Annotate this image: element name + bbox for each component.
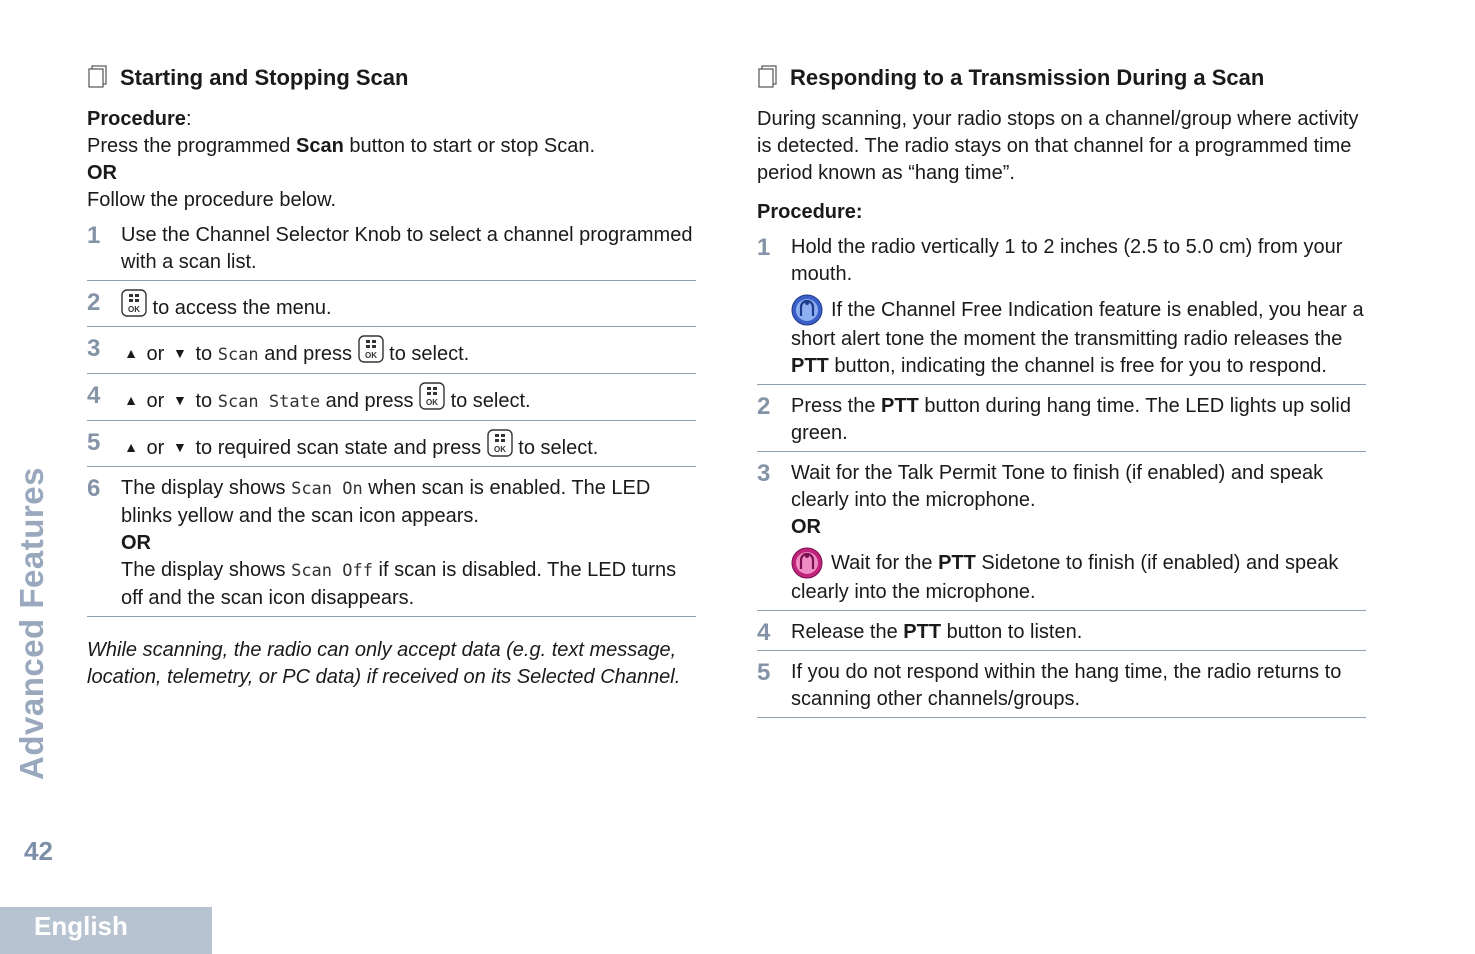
section-side-title: Advanced Features [13,467,50,780]
language-tab: English [0,907,212,954]
step-number: 6 [87,475,101,502]
step-2 [87,281,696,327]
display-text: Scan [217,345,259,365]
left-or: OR [87,162,117,184]
step-1: 1 Hold the radio vertically 1 to 2 inches (2.5 to 5.0 cm) from your mouth. If the Channel Free Indication feature is enabled, you hear a short alert tone the moment the transmitting radio releases the PTT button, indicating the channel is free for you to respond. [757,226,1366,385]
down-arrow-icon: ▼ [172,345,187,361]
step-number: 1 [757,234,771,261]
step-3: 3 ▲ or ▼ to Scan and press OK to select. [87,327,696,374]
right-heading [757,62,1366,92]
display-text: Scan State [217,392,321,412]
step-text: Use the Channel Selector Knob to select a channel programmed with a scan list. [121,224,693,273]
right-intro: During scanning, your radio stops on a channel/group where activity is detected. The radio stays on that channel for a programmed time period known as “hang time”. [757,108,1359,184]
left-follow: Follow the procedure below. [87,189,337,211]
or-label: OR [121,532,151,554]
step-number: 5 [87,429,101,456]
step-1 [87,214,696,281]
step-6: 6 The display shows Scan On when scan is enabled. The LED blinks yellow and the scan icon appears. OR The display shows Scan Off if scan is disabled. The LED turns off and the scan icon disappears. [87,467,696,617]
left-column [87,62,696,691]
right-title: Responding to a Transmission During a Scan [790,64,1265,90]
step-number: 2 [757,393,771,420]
svg-text:OK: OK [493,445,506,454]
step-4: 4 Release the PTT button to listen. [757,611,1366,651]
ok-menu-button-icon [121,289,147,317]
display-text: Scan Off [291,561,373,581]
up-arrow-icon: ▲ [124,345,138,361]
up-arrow-icon: ▲ [124,392,138,408]
ok-menu-button-icon [487,429,513,457]
step-number: 4 [87,382,101,409]
left-heading [87,62,696,92]
step-number: 2 [87,289,101,316]
blue-radio-feature-icon [791,294,823,326]
ok-menu-button-icon [419,382,445,410]
step-5 [757,651,1366,718]
step-text: If you do not respond within the hang time, the radio returns to scanning other channels/groups. [791,661,1342,710]
step-text: Wait for the Talk Permit Tone to finish (if enabled) and speak clearly into the microphone. [791,462,1324,511]
step-4: 4 ▲ or ▼ to Scan State and press OK to select. [87,374,696,421]
page-icon [87,65,109,89]
ok-menu-button-icon [358,335,384,363]
up-arrow-icon: ▲ [124,439,138,455]
step-number: 4 [757,619,771,646]
svg-text:OK: OK [426,398,439,407]
page-number: 42 [24,836,53,866]
down-arrow-icon: ▼ [172,439,187,455]
left-procedure-label: Procedure: [87,108,192,130]
step-number: 5 [757,659,771,686]
left-intro-line: Press the programmed Scan button to start or stop Scan. [87,135,596,157]
step-number: 1 [87,222,101,249]
display-text: Scan On [291,479,363,499]
step-number: 3 [87,335,101,362]
left-title: Starting and Stopping Scan [120,64,409,90]
step-5: 5 ▲ or ▼ to required scan state and press OK to select. [87,421,696,467]
step-text: Hold the radio vertically 1 to 2 inches (2.5 to 5.0 cm) from your mouth. [791,236,1343,285]
or-label: OR [791,516,821,538]
pink-radio-feature-icon [791,547,823,579]
down-arrow-icon: ▼ [172,392,187,408]
scan-data-note: While scanning, the radio can only accept data (e.g. text message, location, telemetry, or PC data) if received on its Selected Channel. [87,639,681,688]
step-number: 3 [757,460,771,487]
page-icon [757,65,779,89]
step-text: to access the menu. [147,297,332,319]
right-column [757,62,1366,718]
step-2: 2 Press the PTT button during hang time. The LED lights up solid green. [757,385,1366,452]
svg-text:OK: OK [364,351,377,360]
step-3: 3 Wait for the Talk Permit Tone to finish (if enabled) and speak clearly into the microphone. OR Wait for the PTT Sidetone to finish (if enabled) and speak clearly into the microphone. [757,452,1366,611]
svg-text:OK: OK [128,305,140,314]
right-procedure-label: Procedure: [757,201,863,223]
